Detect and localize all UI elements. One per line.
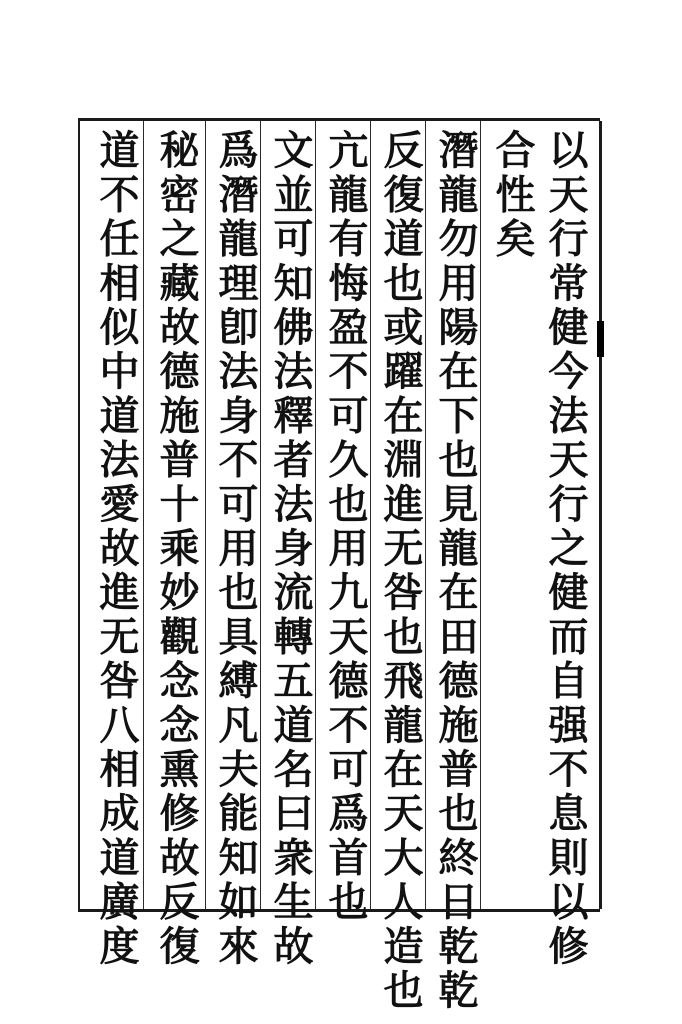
page-frame xyxy=(78,118,600,1013)
text-column-5: 亢龍有悔盈不可久也用九天德不可爲首也 xyxy=(322,129,369,925)
text-column-9: 道不任相似中道法愛故進无咎八相成道廣度 xyxy=(93,129,140,969)
text-column-7: 爲潛龍理卽法身不可用也具縛凡夫能知如來 xyxy=(212,129,259,969)
text-column-3: 潛龍勿用陽在下也見龍在田德施普也終日乾乾 xyxy=(432,129,479,1013)
text-column-2: 合性矣 xyxy=(489,129,536,262)
text-column-8: 秘密之藏故德施普十乘妙觀念念熏修故反復 xyxy=(153,129,200,969)
text-column-1: 以天行常健今法天行之健而自强不息則以修 xyxy=(542,129,589,969)
text-column-6: 文並可知佛法釋者法身流轉五道名曰衆生故 xyxy=(267,129,314,969)
column-rule xyxy=(205,121,206,909)
page-edge-tab xyxy=(597,321,604,357)
text-column-4: 反復道也或躍在淵進无咎也飛龍在天大人造也 xyxy=(377,129,424,1013)
frame-right-rule xyxy=(599,121,602,909)
